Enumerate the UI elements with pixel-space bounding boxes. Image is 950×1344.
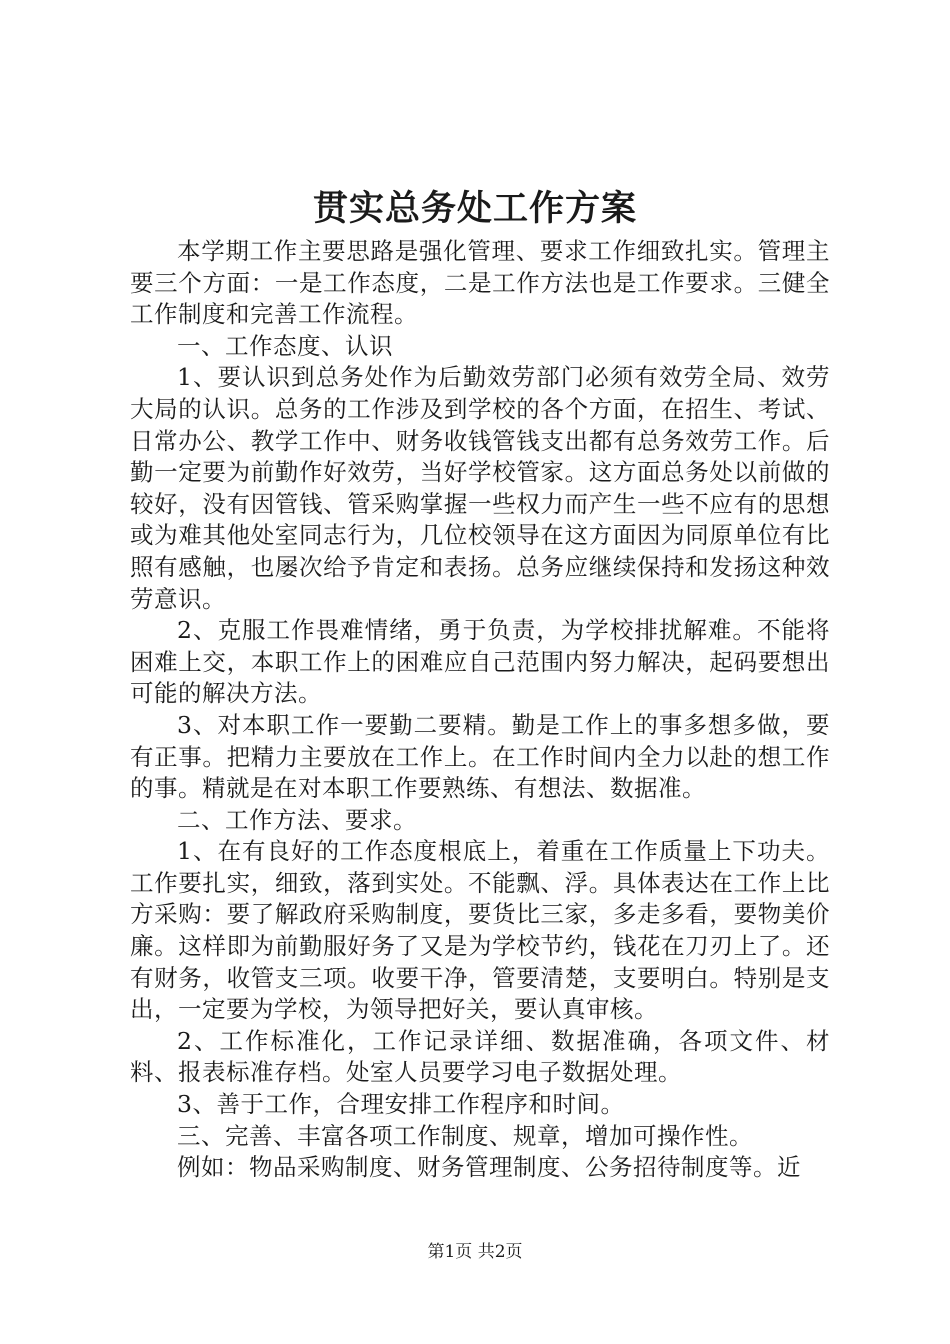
paragraph-1-1: 1、要认识到总务处作为后勤效劳部门必须有效劳全局、效劳大局的认识。总务的工作涉及到学校的各个方面，在招生、考试、日常办公、教学工作中、财务收钱管钱支出都有总务效劳工作。后勤一定要为前勤作好效劳，当好学校管家。这方面总务处以前做的较好，没有因管钱、管采购掌握一些权力而产生一些不应有的思想或为难其他处室同志行为，几位校领导在这方面因为同原单位有比照有感触，也屡次给予肯定和表扬。总务应继续保持和发扬这种效劳意识。 xyxy=(130,363,830,613)
paragraph-3-1: 例如：物品采购制度、财务管理制度、公务招待制度等。近 xyxy=(177,1153,801,1182)
paragraph-2-1: 1、在有良好的工作态度根底上，着重在工作质量上下功夫。工作要扎实，细致，落到实处。不能飘、浮。具体表达在工作上比方采购：要了解政府采购制度，要货比三家，多走多看，要物美价廉。这样即为前勤服好务了又是为学校节约，钱花在刀刃上了。还有财务，收管支三项。收要干净，管要清楚，支要明白。特别是支出，一定要为学校，为领导把好关，要认真审核。 xyxy=(130,837,830,1024)
document-title: 贯实总务处工作方案 xyxy=(312,188,637,229)
page-footer: 第1页 共2页 xyxy=(427,1242,523,1262)
heading-section-2: 二、工作方法、要求。 xyxy=(177,805,417,834)
paragraph-1-3: 3、对本职工作一要勤二要精。勤是工作上的事多想多做，要有正事。把精力主要放在工作上。在工作时间内全力以赴的想工作的事。精就是在对本职工作要熟练、有想法、数据准。 xyxy=(130,710,830,803)
heading-section-3: 三、完善、丰富各项工作制度、规章，增加可操作性。 xyxy=(177,1121,753,1150)
document-body xyxy=(130,236,830,1184)
paragraph-intro: 本学期工作主要思路是强化管理、要求工作细致扎实。管理主要三个方面：一是工作态度，二是工作方法也是工作要求。三健全工作制度和完善工作流程。 xyxy=(130,237,830,329)
paragraph-1-2: 2、克服工作畏难情绪，勇于负责，为学校排扰解难。不能将困难上交，本职工作上的困难应自己范围内努力解决，起码要想出可能的解决方法。 xyxy=(130,616,830,708)
paragraph-2-2: 2、工作标准化，工作记录详细、数据准确，各项文件、材料、报表标准存档。处室人员要学习电子数据处理。 xyxy=(130,1026,830,1087)
paragraph-2-3: 3、善于工作，合理安排工作程序和时间。 xyxy=(177,1090,625,1119)
heading-section-1: 一、工作态度、认识 xyxy=(177,331,393,360)
